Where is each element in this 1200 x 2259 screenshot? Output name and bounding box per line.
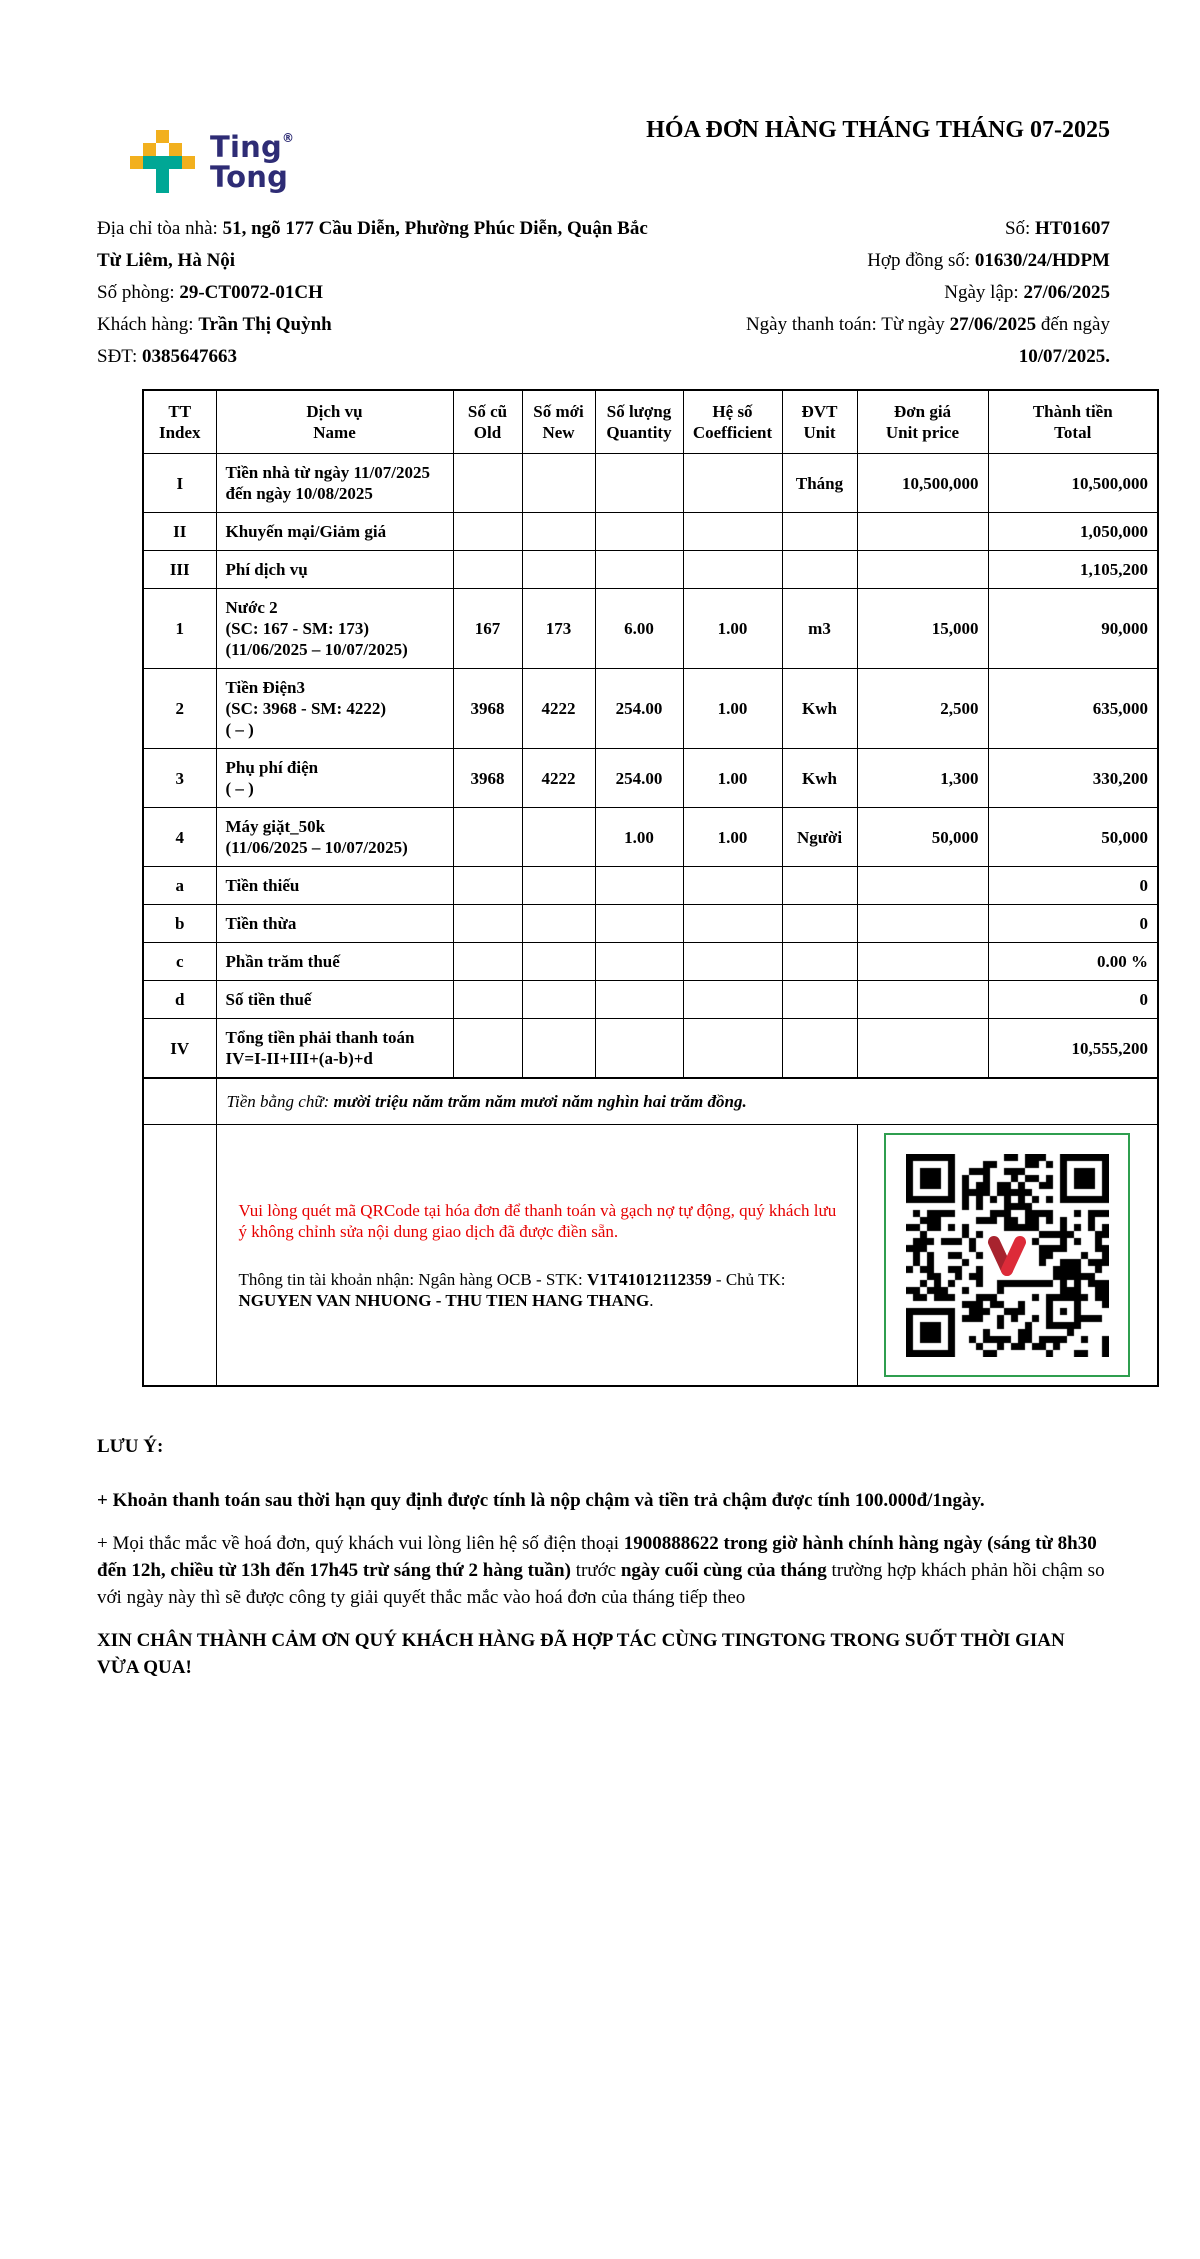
cell-unit <box>782 981 857 1019</box>
cell-index: c <box>143 943 216 981</box>
hotline-text-2: trước <box>570 1560 621 1581</box>
cell-new: 4222 <box>522 749 595 808</box>
cell-qty <box>595 513 683 551</box>
cell-price <box>857 1019 988 1079</box>
cell-empty <box>143 1078 216 1125</box>
cell-qty: 254.00 <box>595 669 683 749</box>
cell-coeff: 1.00 <box>683 669 782 749</box>
cell-old: 3968 <box>453 749 522 808</box>
cell-unit <box>782 551 857 589</box>
cell-price: 10,500,000 <box>857 454 988 513</box>
cell-total: 10,500,000 <box>988 454 1158 513</box>
contract-label: Hợp đồng số: <box>867 250 975 271</box>
cell-price: 1,300 <box>857 749 988 808</box>
table-row <box>143 454 1158 513</box>
cell-old <box>453 867 522 905</box>
cell-unit: Người <box>782 808 857 867</box>
table-row <box>143 867 1158 905</box>
qr-instructions-cell <box>216 1125 857 1387</box>
column-header-4: Số lượng Quantity <box>595 390 683 454</box>
room-number-line <box>97 277 659 309</box>
table-row <box>143 749 1158 808</box>
account-prefix: Thông tin tài khoản nhận: Ngân hàng OCB - STK: <box>238 1269 587 1289</box>
cell-index: 4 <box>143 808 216 867</box>
building-address-line <box>97 213 659 277</box>
cell-coeff <box>683 981 782 1019</box>
cell-new: 4222 <box>522 669 595 749</box>
table-row <box>143 551 1158 589</box>
cell-total: 0 <box>988 867 1158 905</box>
cell-name: Số tiền thuế <box>216 981 453 1019</box>
cell-price <box>857 513 988 551</box>
table-row <box>143 1019 1158 1079</box>
cell-index: 1 <box>143 589 216 669</box>
table-row <box>143 808 1158 867</box>
page-title: HÓA ĐƠN HÀNG THÁNG THÁNG 07-2025 <box>646 117 1110 143</box>
cell-coeff <box>683 867 782 905</box>
cell-new <box>522 1019 595 1079</box>
cell-unit: m3 <box>782 589 857 669</box>
cell-name: Tiền thừa <box>216 905 453 943</box>
cell-name: Khuyến mại/Giảm giá <box>216 513 453 551</box>
hotline-deadline: ngày cuối cùng của tháng <box>620 1560 827 1581</box>
cell-total: 10,555,200 <box>988 1019 1158 1079</box>
cell-coeff <box>683 943 782 981</box>
header <box>97 108 1110 195</box>
cell-qty <box>595 551 683 589</box>
info-left-column <box>97 213 659 373</box>
info-right-column <box>659 213 1110 373</box>
cell-total: 0.00 % <box>988 943 1158 981</box>
cell-old: 167 <box>453 589 522 669</box>
account-holder: NGUYEN VAN NHUONG - THU TIEN HANG THANG <box>238 1290 650 1310</box>
table-row <box>143 943 1158 981</box>
customer-label: Khách hàng: <box>97 314 199 335</box>
qr-note-red: Vui lòng quét mã QRCode tại hóa đơn để thanh toán và gạch nợ tự động, quý khách lưu ý không chỉnh sửa nội dung giao dịch đã được điền sẵn. <box>238 1200 837 1241</box>
cell-price <box>857 551 988 589</box>
table-row <box>143 669 1158 749</box>
cell-qty <box>595 943 683 981</box>
cell-qty: 1.00 <box>595 808 683 867</box>
cell-new <box>522 551 595 589</box>
account-mid: - Chủ TK: <box>711 1269 786 1289</box>
cell-price: 50,000 <box>857 808 988 867</box>
cell-total: 635,000 <box>988 669 1158 749</box>
column-header-8: Thành tiền Total <box>988 390 1158 454</box>
cell-unit: Kwh <box>782 749 857 808</box>
cell-index: I <box>143 454 216 513</box>
cell-old <box>453 943 522 981</box>
column-header-7: Đơn giá Unit price <box>857 390 988 454</box>
cell-price <box>857 981 988 1019</box>
payment-period-line <box>659 309 1110 373</box>
cell-new <box>522 454 595 513</box>
cell-old <box>453 981 522 1019</box>
cell-total: 1,050,000 <box>988 513 1158 551</box>
footer-thanks: XIN CHÂN THÀNH CẢM ƠN QUÝ KHÁCH HÀNG ĐÃ HỢP TÁC CÙNG TINGTONG TRONG SUỐT THỜI GIAN VỪA QUA! <box>97 1630 1065 1678</box>
table-header-row <box>143 390 1158 454</box>
invoice-number-value: HT01607 <box>1035 218 1110 239</box>
amount-words-value: mười triệu năm trăm năm mươi năm nghìn hai trăm đồng. <box>333 1092 747 1111</box>
cell-unit <box>782 943 857 981</box>
column-header-3: Số mới New <box>522 390 595 454</box>
cell-new <box>522 808 595 867</box>
cell-coeff <box>683 1019 782 1079</box>
footer-notes <box>97 1433 1110 1681</box>
cell-price <box>857 905 988 943</box>
vnpay-v-icon <box>983 1232 1031 1278</box>
cell-qty <box>595 454 683 513</box>
cell-qty <box>595 867 683 905</box>
cell-coeff <box>683 513 782 551</box>
customer-line <box>97 309 659 341</box>
cell-index: II <box>143 513 216 551</box>
account-number: V1T41012112359 <box>586 1269 712 1289</box>
invoice-info <box>97 213 1110 373</box>
cell-index: 3 <box>143 749 216 808</box>
hotline-text-1: + Mọi thắc mắc về hoá đơn, quý khách vui lòng liên hệ số điện thoại <box>97 1533 624 1554</box>
cell-qty <box>595 981 683 1019</box>
cell-new: 173 <box>522 589 595 669</box>
qr-row <box>143 1125 1158 1387</box>
cell-name: Nước 2 (SC: 167 - SM: 173) (11/06/2025 – 10/07/2025) <box>216 589 453 669</box>
cell-index: IV <box>143 1019 216 1079</box>
cell-coeff <box>683 551 782 589</box>
cell-old <box>453 513 522 551</box>
cell-unit: Tháng <box>782 454 857 513</box>
cell-empty <box>143 1125 216 1387</box>
phone-label: SĐT: <box>97 346 142 367</box>
registered-mark: ® <box>281 131 295 145</box>
column-header-6: ĐVT Unit <box>782 390 857 454</box>
cell-total: 90,000 <box>988 589 1158 669</box>
table-row <box>143 981 1158 1019</box>
cell-name: Tiền Điện3 (SC: 3968 - SM: 4222) ( – ) <box>216 669 453 749</box>
footer-note-hotline <box>97 1530 1110 1611</box>
qr-code <box>884 1133 1130 1377</box>
invoice-table <box>142 389 1159 1387</box>
cell-total: 50,000 <box>988 808 1158 867</box>
cell-old <box>453 808 522 867</box>
cell-name: Tổng tiền phải thanh toán IV=I-II+III+(a-b)+d <box>216 1019 453 1079</box>
address-value: 51, ngõ 177 Cầu Diễn, Phường Phúc Diễn, Quận Bắc Từ Liêm, Hà Nội <box>97 218 648 271</box>
cell-total: 0 <box>988 981 1158 1019</box>
cell-coeff <box>683 905 782 943</box>
cell-old <box>453 454 522 513</box>
column-header-5: Hệ số Coefficient <box>683 390 782 454</box>
cell-qty: 6.00 <box>595 589 683 669</box>
cell-price: 2,500 <box>857 669 988 749</box>
table-row <box>143 589 1158 669</box>
column-header-1: Dịch vụ Name <box>216 390 453 454</box>
column-header-2: Số cũ Old <box>453 390 522 454</box>
cell-unit <box>782 905 857 943</box>
brand-wordmark <box>210 132 294 192</box>
footer-note-late-fee: + Khoản thanh toán sau thời hạn quy định được tính là nộp chậm và tiền trả chậm được tính 100.000đ/1ngày. <box>97 1490 985 1511</box>
payment-mid: đến ngày <box>1036 314 1110 335</box>
cell-coeff: 1.00 <box>683 808 782 867</box>
cell-coeff: 1.00 <box>683 589 782 669</box>
cell-coeff <box>683 454 782 513</box>
cell-name: Tiền thiếu <box>216 867 453 905</box>
address-label: Địa chỉ tòa nhà: <box>97 218 223 239</box>
cell-total: 1,105,200 <box>988 551 1158 589</box>
cell-new <box>522 513 595 551</box>
cell-price <box>857 943 988 981</box>
amount-in-words-row <box>143 1078 1158 1125</box>
payment-to-date: 10/07/2025. <box>1018 346 1110 367</box>
tingtong-logo-icon <box>130 130 195 195</box>
cell-old <box>453 905 522 943</box>
cell-index: b <box>143 905 216 943</box>
cell-new <box>522 905 595 943</box>
room-value: 29-CT0072-01CH <box>179 282 323 303</box>
cell-qty: 254.00 <box>595 749 683 808</box>
cell-new <box>522 943 595 981</box>
cell-price <box>857 867 988 905</box>
account-info <box>239 1269 845 1311</box>
cell-new <box>522 867 595 905</box>
invoice-number-line <box>659 213 1110 245</box>
qr-code-cell <box>857 1125 1158 1387</box>
cell-index: 2 <box>143 669 216 749</box>
cell-index: d <box>143 981 216 1019</box>
cell-old <box>453 551 522 589</box>
invoice-number-label: Số: <box>1004 218 1036 239</box>
hotline-text-3: trường hợp khách phản hồi chậm so với ngày này thì sẽ được công ty giải quyết thắc mắc vào hoá đơn của tháng tiếp theo <box>97 1560 1105 1608</box>
brand-logo <box>130 130 294 195</box>
cell-index: a <box>143 867 216 905</box>
cell-total: 0 <box>988 905 1158 943</box>
cell-qty <box>595 1019 683 1079</box>
account-suffix: . <box>649 1290 654 1310</box>
brand-word-1: Ting <box>210 130 282 164</box>
payment-prefix: Ngày thanh toán: Từ ngày <box>745 314 950 335</box>
cell-name: Tiền nhà từ ngày 11/07/2025 đến ngày 10/08/2025 <box>216 454 453 513</box>
created-date-line <box>659 277 1110 309</box>
cell-name: Phí dịch vụ <box>216 551 453 589</box>
cell-name: Phụ phí điện ( – ) <box>216 749 453 808</box>
cell-qty <box>595 905 683 943</box>
cell-unit: Kwh <box>782 669 857 749</box>
created-date-label: Ngày lập: <box>944 282 1024 303</box>
footer-heading: LƯU Ý: <box>97 1436 164 1457</box>
cell-name: Máy giặt_50k (11/06/2025 – 10/07/2025) <box>216 808 453 867</box>
cell-price: 15,000 <box>857 589 988 669</box>
cell-new <box>522 981 595 1019</box>
phone-value: 0385647663 <box>141 346 237 367</box>
hotline-number-hours: 1900888622 trong giờ hành chính hàng ngày (sáng từ 8h30 đến 12h, chiều từ 13h đến 17h45 trừ sáng thứ 2 hàng tuần) <box>97 1533 1097 1581</box>
table-row <box>143 513 1158 551</box>
phone-line <box>97 341 659 373</box>
contract-number-line <box>659 245 1110 277</box>
amount-in-words-cell <box>216 1078 1158 1125</box>
room-label: Số phòng: <box>97 282 180 303</box>
contract-value: 01630/24/HDPM <box>974 250 1110 271</box>
cell-name: Phần trăm thuế <box>216 943 453 981</box>
customer-value: Trần Thị Quỳnh <box>198 314 332 335</box>
cell-unit <box>782 513 857 551</box>
cell-old: 3968 <box>453 669 522 749</box>
cell-index: III <box>143 551 216 589</box>
brand-word-2: Tong <box>210 160 289 194</box>
payment-from-date: 27/06/2025 <box>949 314 1037 335</box>
cell-total: 330,200 <box>988 749 1158 808</box>
cell-unit <box>782 867 857 905</box>
cell-coeff: 1.00 <box>683 749 782 808</box>
amount-words-label: Tiền bằng chữ: <box>226 1092 334 1111</box>
cell-old <box>453 1019 522 1079</box>
table-row <box>143 905 1158 943</box>
created-date-value: 27/06/2025 <box>1023 282 1110 303</box>
column-header-0: TT Index <box>143 390 216 454</box>
cell-unit <box>782 1019 857 1079</box>
